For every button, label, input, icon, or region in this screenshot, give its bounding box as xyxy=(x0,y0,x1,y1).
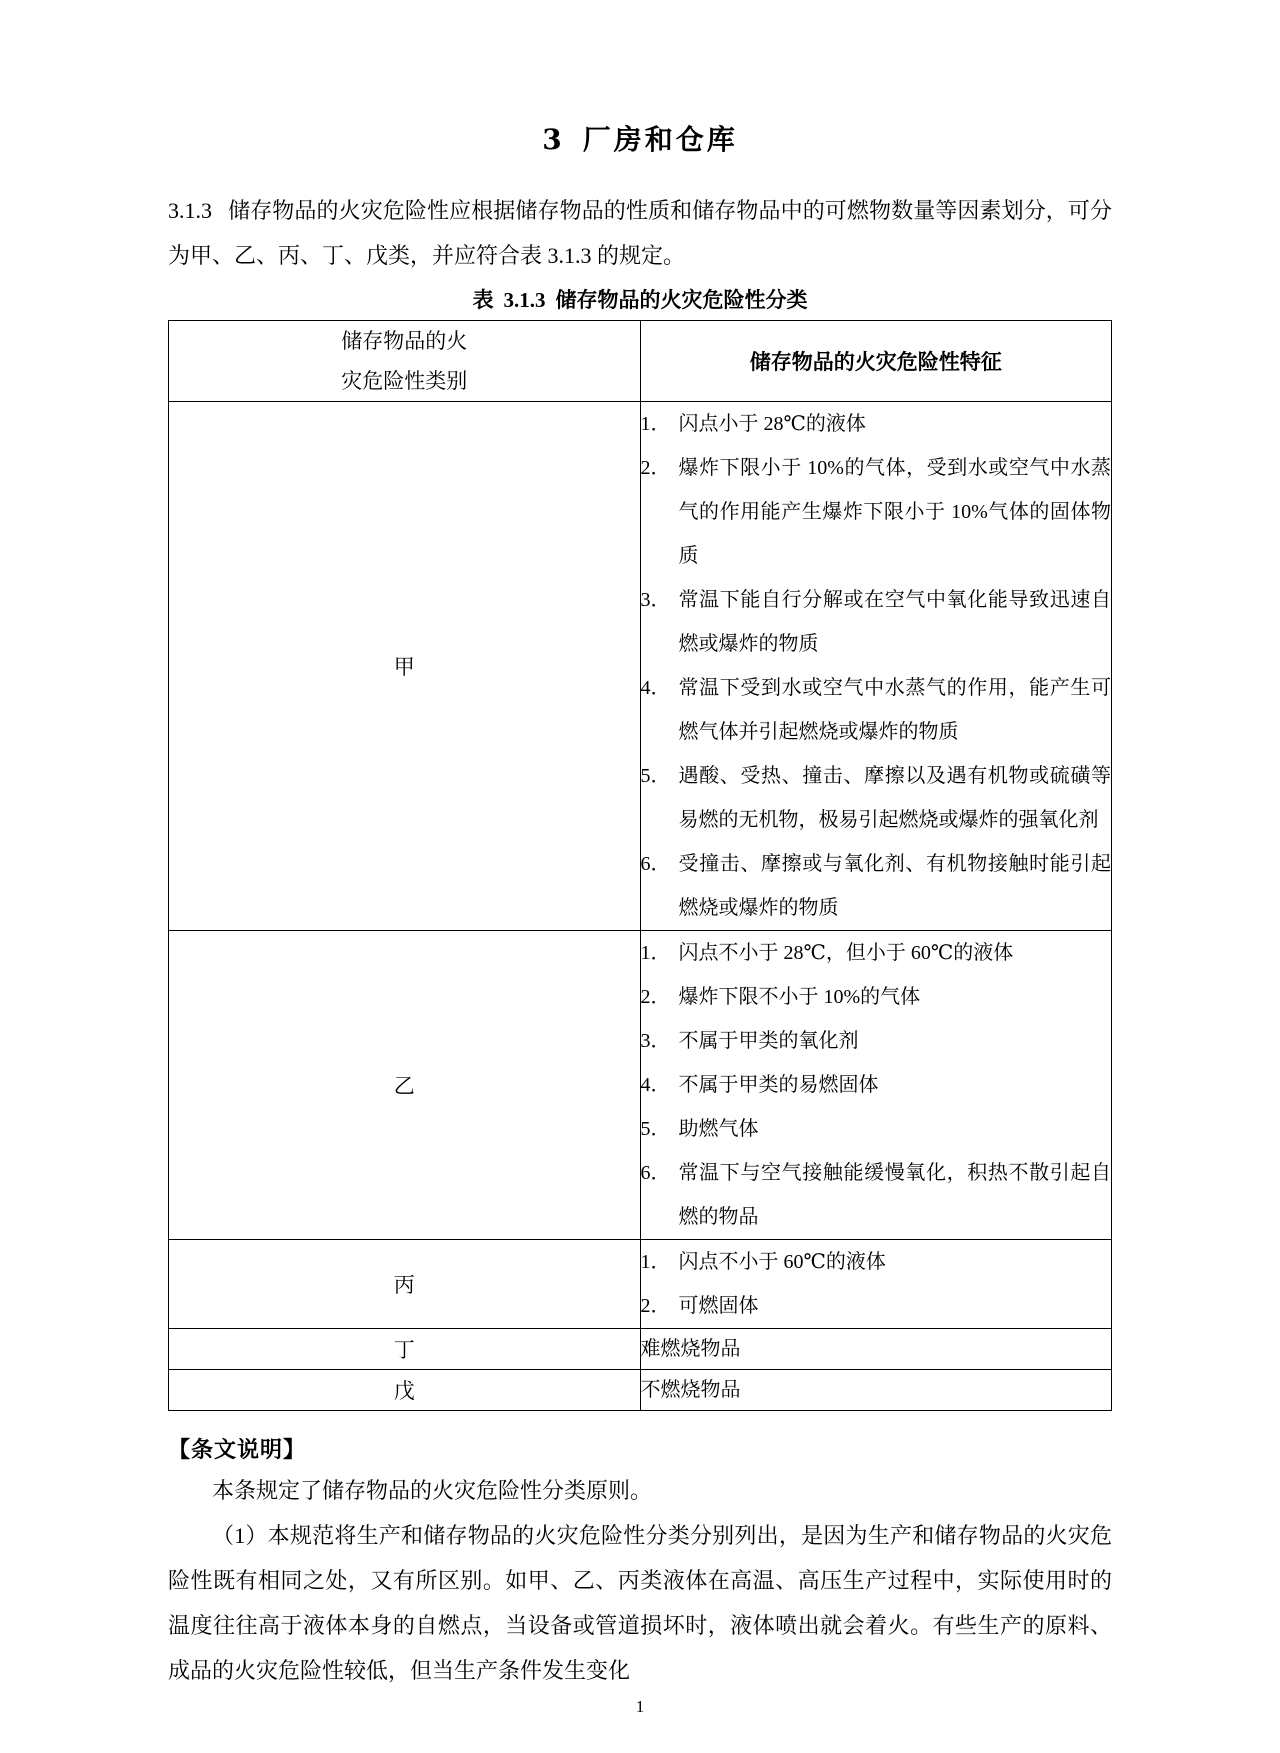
list-item-text: 闪点不小于 60℃的液体 xyxy=(678,1251,886,1273)
list-item-marker: 2． xyxy=(640,457,671,479)
features-cell-bing xyxy=(640,1240,1112,1329)
features-cell-ding: 难燃烧物品 xyxy=(640,1329,1112,1370)
table-row xyxy=(169,1370,1112,1411)
list-item-marker: 1． xyxy=(640,942,671,964)
clause-paragraph xyxy=(168,188,1112,278)
list-item-text: 闪点不小于 28℃，但小于 60℃的液体 xyxy=(678,942,1014,964)
category-cell-bing: 丙 xyxy=(169,1240,641,1329)
list-item-text: 爆炸下限小于 10%的气体，受到水或空气中水蒸气的作用能产生爆炸下限小于 10%气体的固体物质 xyxy=(678,457,1111,567)
list-item xyxy=(641,402,1112,446)
category-cell-yi: 乙 xyxy=(169,931,641,1240)
list-item-marker: 4． xyxy=(640,1074,671,1096)
list-item-marker: 4． xyxy=(640,677,671,699)
list-item xyxy=(641,931,1112,975)
fire-hazard-classification-table xyxy=(168,320,1112,1411)
table-caption-text: 储存物品的火灾危险性分类 xyxy=(555,288,808,312)
page-title xyxy=(168,118,1112,158)
feature-list-yi xyxy=(641,931,1112,1239)
category-cell-jia: 甲 xyxy=(169,402,641,931)
list-item-marker: 5． xyxy=(640,1118,671,1140)
header-cell-category-line2: 灾危险性类别 xyxy=(341,369,468,393)
list-item-marker: 6． xyxy=(640,1162,671,1184)
list-item-marker: 2． xyxy=(640,986,671,1008)
list-item-text: 常温下与空气接触能缓慢氧化，积热不散引起自燃的物品 xyxy=(678,1162,1111,1228)
category-cell-wu: 戊 xyxy=(169,1370,641,1411)
list-item xyxy=(641,754,1112,842)
feature-list-jia xyxy=(641,402,1112,930)
list-item xyxy=(641,1019,1112,1063)
features-cell-yi xyxy=(640,931,1112,1240)
table-row xyxy=(169,402,1112,931)
header-cell-features: 储存物品的火灾危险性特征 xyxy=(640,321,1112,402)
list-item-text: 助燃气体 xyxy=(678,1118,759,1140)
table-caption xyxy=(168,284,1112,314)
list-item-text: 受撞击、摩擦或与氧化剂、有机物接触时能引起燃烧或爆炸的物质 xyxy=(678,853,1111,919)
list-item-marker: 1． xyxy=(640,413,671,435)
header-cell-category-line1: 储存物品的火 xyxy=(341,329,468,353)
page-title-number: 3 xyxy=(542,123,565,156)
list-item-text: 常温下受到水或空气中水蒸气的作用，能产生可燃气体并引起燃烧或爆炸的物质 xyxy=(678,677,1111,743)
explanation-paragraph-2: （1）本规范将生产和储存物品的火灾危险性分类分别列出，是因为生产和储存物品的火灾危险性既有相同之处，又有所区别。如甲、乙、丙类液体在高温、高压生产过程中，实际使用时的温度往往高于液体本身的自燃点，当设备或管道损坏时，液体喷出就会着火。有些生产的原料、成品的火灾危险性较低，但当生产条件发生变化 xyxy=(168,1523,1112,1683)
list-item-marker: 2． xyxy=(640,1295,671,1317)
list-item-text: 闪点小于 28℃的液体 xyxy=(678,413,866,435)
list-item xyxy=(641,1151,1112,1239)
list-item xyxy=(641,1240,1112,1284)
header-cell-category xyxy=(169,321,641,402)
table-row xyxy=(169,931,1112,1240)
list-item-text: 不属于甲类的氧化剂 xyxy=(678,1030,859,1052)
list-item-text: 遇酸、受热、撞击、摩擦以及遇有机物或硫磺等易燃的无机物，极易引起燃烧或爆炸的强氧化剂 xyxy=(678,765,1111,831)
table-row xyxy=(169,1240,1112,1329)
list-item-marker: 3． xyxy=(640,1030,671,1052)
table-caption-prefix: 表 xyxy=(472,288,494,312)
page-number: 1 xyxy=(635,1697,645,1716)
list-item xyxy=(641,975,1112,1019)
list-item-marker: 3． xyxy=(640,589,671,611)
list-item xyxy=(641,446,1112,578)
list-item-marker: 5． xyxy=(640,765,671,787)
list-item xyxy=(641,666,1112,754)
list-item xyxy=(641,1284,1112,1328)
clause-number: 3.1.3 xyxy=(168,198,212,223)
table-header-row xyxy=(169,321,1112,402)
list-item-marker: 1． xyxy=(640,1251,671,1273)
explanation-paragraph-1: 本条规定了储存物品的火灾危险性分类原则。 xyxy=(212,1478,653,1503)
explanation-heading: 【条文说明】 xyxy=(168,1437,307,1462)
list-item xyxy=(641,842,1112,930)
features-cell-wu: 不燃烧物品 xyxy=(640,1370,1112,1411)
page-title-text: 厂房和仓库 xyxy=(582,123,738,156)
list-item-text: 常温下能自行分解或在空气中氧化能导致迅速自燃或爆炸的物质 xyxy=(678,589,1111,655)
feature-list-bing xyxy=(641,1240,1112,1328)
list-item xyxy=(641,1107,1112,1151)
list-item-text: 爆炸下限不小于 10%的气体 xyxy=(678,986,921,1008)
clause-text: 储存物品的火灾危险性应根据储存物品的性质和储存物品中的可燃物数量等因素划分，可分为甲、乙、丙、丁、戊类，并应符合表 3.1.3 的规定。 xyxy=(168,198,1112,268)
features-cell-jia xyxy=(640,402,1112,931)
list-item-text: 可燃固体 xyxy=(678,1295,759,1317)
list-item xyxy=(641,1063,1112,1107)
list-item-marker: 6． xyxy=(640,853,671,875)
table-row xyxy=(169,1329,1112,1370)
list-item xyxy=(641,578,1112,666)
list-item-text: 不属于甲类的易燃固体 xyxy=(678,1074,879,1096)
table-caption-number: 3.1.3 xyxy=(503,288,546,312)
category-cell-ding: 丁 xyxy=(169,1329,641,1370)
